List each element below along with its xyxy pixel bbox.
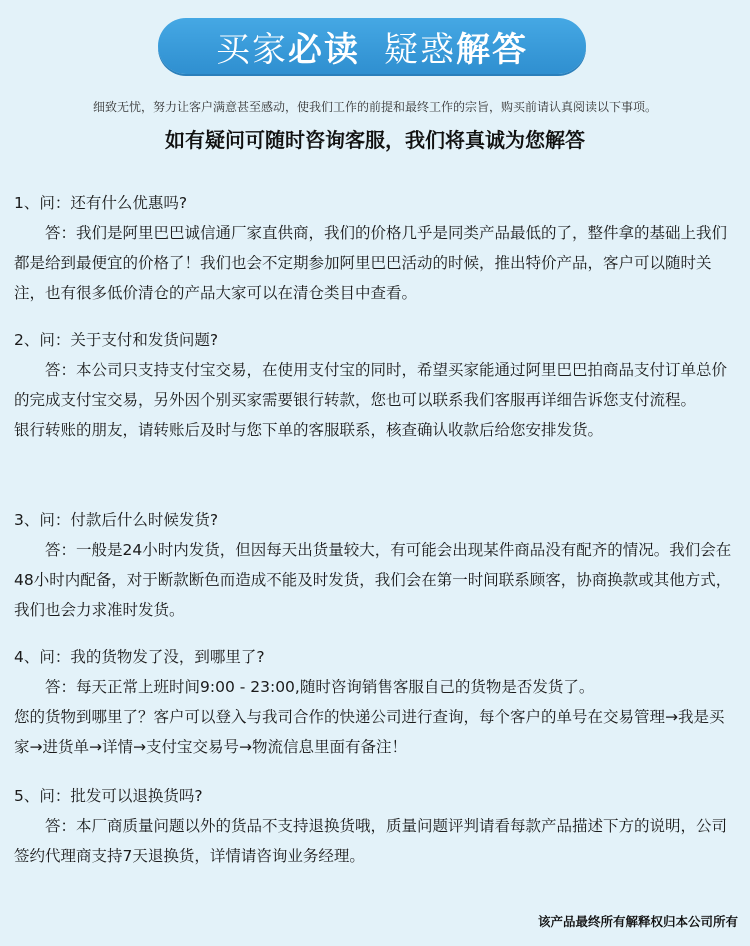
banner-text-1: 买家 (216, 29, 288, 70)
faq-answer: 答：本公司只支持支付宝交易，在使用支付宝的同时，希望买家能通过阿里巴巴拍商品支付订单总价的完成支付宝交易，另外因个别买家需要银行转款，您也可以联系我们客服再详细告诉您支付流程。 (14, 361, 728, 409)
headline: 如有疑问可随时咨询客服，我们将真诚为您解答 (165, 128, 585, 152)
faq-item-1 (14, 188, 738, 308)
title-banner (158, 18, 586, 74)
intro-text: 细致无忧，努力让客户满意甚至感动，使我们工作的前提和最终工作的宗旨，购买前请认真阅读以下事项。 (92, 100, 657, 114)
faq-item-5 (14, 781, 738, 871)
faq-extra-note: 您的货物到哪里了？客户可以登入与我司合作的快递公司进行查询，每个客户的单号在交易管理→我是买家→进货单→详情→支付宝交易号→物流信息里面有备注！ (14, 708, 725, 756)
faq-item-4 (14, 642, 738, 762)
faq-answer: 答：我们是阿里巴巴诚信通厂家直供商，我们的价格几乎是同类产品最低的了，整件拿的基础上我们都是给到最便宜的价格了！我们也会不定期参加阿里巴巴活动的时候，推出特价产品，客户可以随时关注，也有很多低价清仓的产品大家可以在清仓类目中查看。 (14, 224, 728, 302)
faq-extra-note: 银行转账的朋友，请转账后及时与您下单的客服联系，核查确认收款后给您安排发货。 (14, 421, 604, 439)
faq-answer: 答：一般是24小时内发货，但因每天出货量较大，有可能会出现某件商品没有配齐的情况。我们会在48小时内配备，对于断款断色而造成不能及时发货，我们会在第一时间联系顾客，协商换款或其他方式，我们也会力求准时发货。 (14, 541, 732, 619)
copyright-footer: 该产品最终所有解释权归本公司所有 (537, 914, 738, 929)
faq-item-3 (14, 505, 738, 625)
banner-text-2: 必读 (288, 29, 360, 70)
faq-answer: 答：每天正常上班时间9:00 - 23:00,随时咨询销售客服自己的货物是否发货了。 (45, 678, 595, 696)
faq-question: 4、问：我的货物发了没，到哪里了? (14, 648, 265, 666)
faq-question: 1、问：还有什么优惠吗? (14, 194, 188, 212)
faq-answer: 答：本厂商质量问题以外的货品不支持退换货哦，质量问题评判请看每款产品描述下方的说明，公司签约代理商支持7天退换货，详情请咨询业务经理。 (14, 817, 728, 865)
banner-text-3: 疑惑 (384, 29, 456, 70)
faq-question: 3、问：付款后什么时候发货? (14, 511, 219, 529)
banner-text-4: 解答 (456, 29, 528, 70)
faq-question: 2、问：关于支付和发货问题? (14, 331, 219, 349)
faq-question: 5、问：批发可以退换货吗? (14, 787, 203, 805)
faq-item-2 (14, 325, 738, 445)
